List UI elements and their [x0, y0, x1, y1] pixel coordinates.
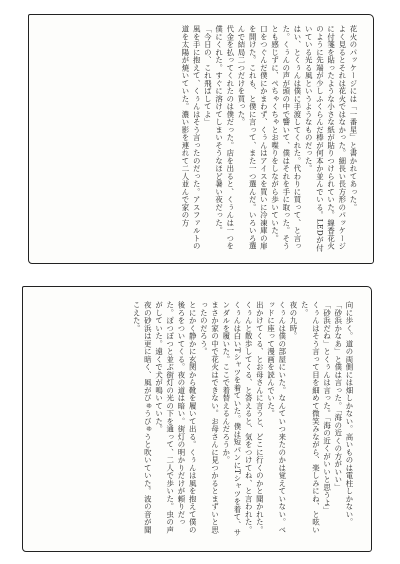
bottom-text-panel: [22, 286, 372, 552]
top-text-panel: [28, 14, 374, 264]
top-panel-text: 花火のパッケージには「一番星」と書かれてあった。 よく見るとそれは花火ではなかった。細長い長方形のパッケージに付箋を貼ったような小さな紙が貼りつけられていた。線香花火のように先端が少しふくらんだ棒が何本か並んでいる。LEDが付いている光る風というようなものだった。 はい、とくぅんは僕に手渡してくれた。代わりに買って、と言った。くぅんの声が頭の中で響いて、僕はそれを手に取った。そうとも感じずに、ぺちゃくちゃとお喋りをしながら歩いていた。 口をつぐんだ僕にかまわず、くぅんはアイスを買いに冷凍庫の扉を開けた。これも、と僕に言って、また一つ選んだ。いろいろ選んで結局二つだけを買った。 代金を払ってくれたのは僕だった。店を出ると、くぅんは一つを僕にくれた。すぐに溶けてしまいそうなほど暑い夜だった。 「今日の、これ飛ばしてよ」 風を手に抱えて、くぅんはそう言ったのだった。アスファルトの道を太陽が焼いていた。濃い影を連れて二人並んで家の方: [180, 25, 358, 252]
bottom-panel-text: 向に歩く。道の両側には畑しかない。高いものは電柱しかない。 「砂浜かなあ」と僕は言った。「海の近くの方がいい」 「砂浜だね」とくぅんは言った。「海の近くがいいと思うよ」 くぅんはそう言って目を細めて微笑みながら、楽しみにね、と呟いた。 夜の九時。 くぅんは僕の部屋にいた。なんていつ来たのかは覚えていない。ベッドに座って漫画を読んでいた。 出かけてくる、とお母さんに言うと、どこに行くのかと聞かれた。くぅんと散歩してくる、と答えると、気をつけてね、と言われた。くぅんは白いTシャツを着ていた。僕は短パンにTシャツを着て、サンダルを履いた。ここで着替えるんだろうか。 まさか家の中で花火はできない。お母さんに見つかるとまずいと思ったのだろう。 とにかく静かに玄関から靴を履いて出る。くぅんは風を抱えて僕の後ろをついてくる。夜の道は暗い。街灯の明かりだけが頼りだった。ぽつぽつと並ぶ街灯の光の下を通って、二人で歩いた。虫の声がしていた。遠くで犬が鳴いていた。 夜の砂浜は更に暗く、風がびゅうびゅうと吹いていた。波の音が聞こえた。: [132, 301, 354, 537]
